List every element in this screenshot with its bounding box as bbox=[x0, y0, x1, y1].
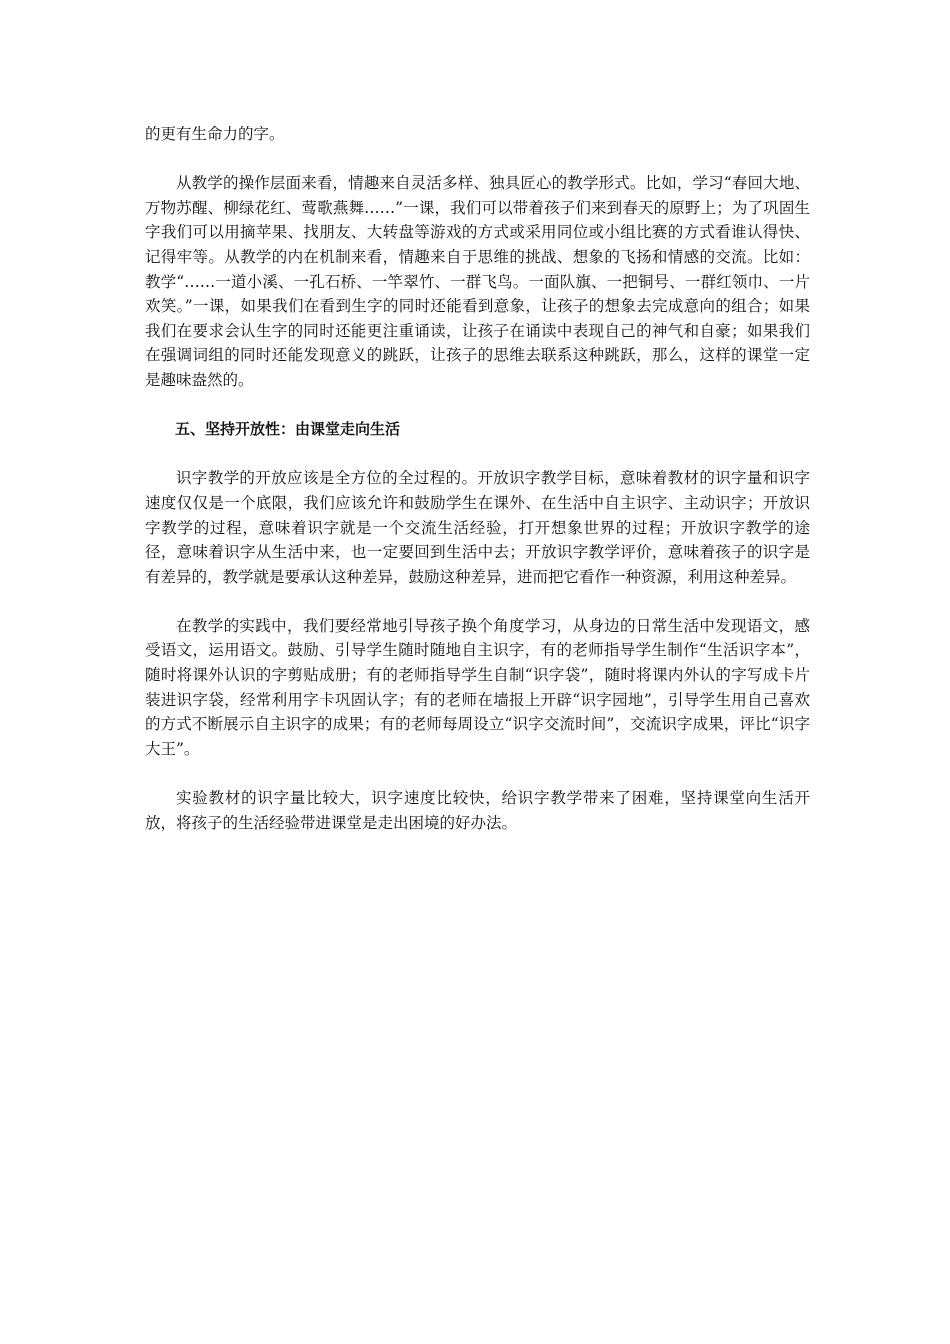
paragraph-practice: 在教学的实践中，我们要经常地引导孩子换个角度学习，从身边的日常生活中发现语文，感受语文，运用语文。鼓励、引导学生随时随地自主识字，有的老师指导学生制作“生活识字本”，随时将课外认识的字剪贴成册；有的老师指导学生自制“识字袋”，随时将课内外认的字写成卡片装进识字袋，经常利用字卡巩固认字；有的老师在墙报上开辟“识字园地”，引导学生用自己喜欢的方式不断展示自主识字的成果；有的老师每周设立“识字交流时间”，交流识字成果，评比“识字大王”。 bbox=[145, 616, 810, 758]
section-heading-openness: 五、坚持开放性：由课堂走向生活 bbox=[175, 420, 401, 439]
paragraph-openness: 识字教学的开放应该是全方位的全过程的。开放识字教学目标，意味着教材的识字量和识字速度仅仅是一个底限，我们应该允许和鼓励学生在课外、在生活中自主识字、主动识字；开放识字教学的过程，意味着识字就是一个交流生活经验，打开想象世界的过程；开放识字教学的途径，意味着识字从生活中来，也一定要回到生活中去；开放识字教学评价，意味着孩子的识字是有差异的，教学就是要承认这种差异，鼓励这种差异，进而把它看作一种资源，利用这种差异。 bbox=[145, 469, 810, 586]
document-body bbox=[145, 122, 810, 860]
paragraph-conclusion: 实验教材的识字量比较大，识字速度比较快，给识字教学带来了困难，坚持课堂向生活开放，将孩子的生活经验带进课堂是走出困境的好办法。 bbox=[145, 789, 810, 832]
paragraph-continuation: 的更有生命力的字。 bbox=[145, 125, 285, 143]
paragraph-teaching-forms: 从教学的操作层面来看，情趣来自灵活多样、独具匠心的教学形式。比如，学习“春回大地、万物苏醒、柳绿花红、莺歌燕舞……”一课，我们可以带着孩子们来到春天的原野上；为了巩固生字我们可以用摘苹果、找朋友、大转盘等游戏的方式或采用同位或小组比赛的方式看谁认得快、记得牢等。从教学的内在机制来看，情趣来自于思维的挑战、想象的飞扬和情感的交流。比如：教学“……一道小溪、一孔石桥、一竿翠竹、一群飞鸟。一面队旗、一把铜号、一群红领巾、一片欢笑。”一课，如果我们在看到生字的同时还能看到意象，让孩子的想象去完成意向的组合；如果我们在要求会认生字的同时还能更注重诵读，让孩子在诵读中表现自己的神气和自豪；如果我们在强调词组的同时还能发现意义的跳跃，让孩子的思维去联系这种跳跃，那么，这样的课堂一定是趣味盎然的。 bbox=[145, 174, 810, 389]
